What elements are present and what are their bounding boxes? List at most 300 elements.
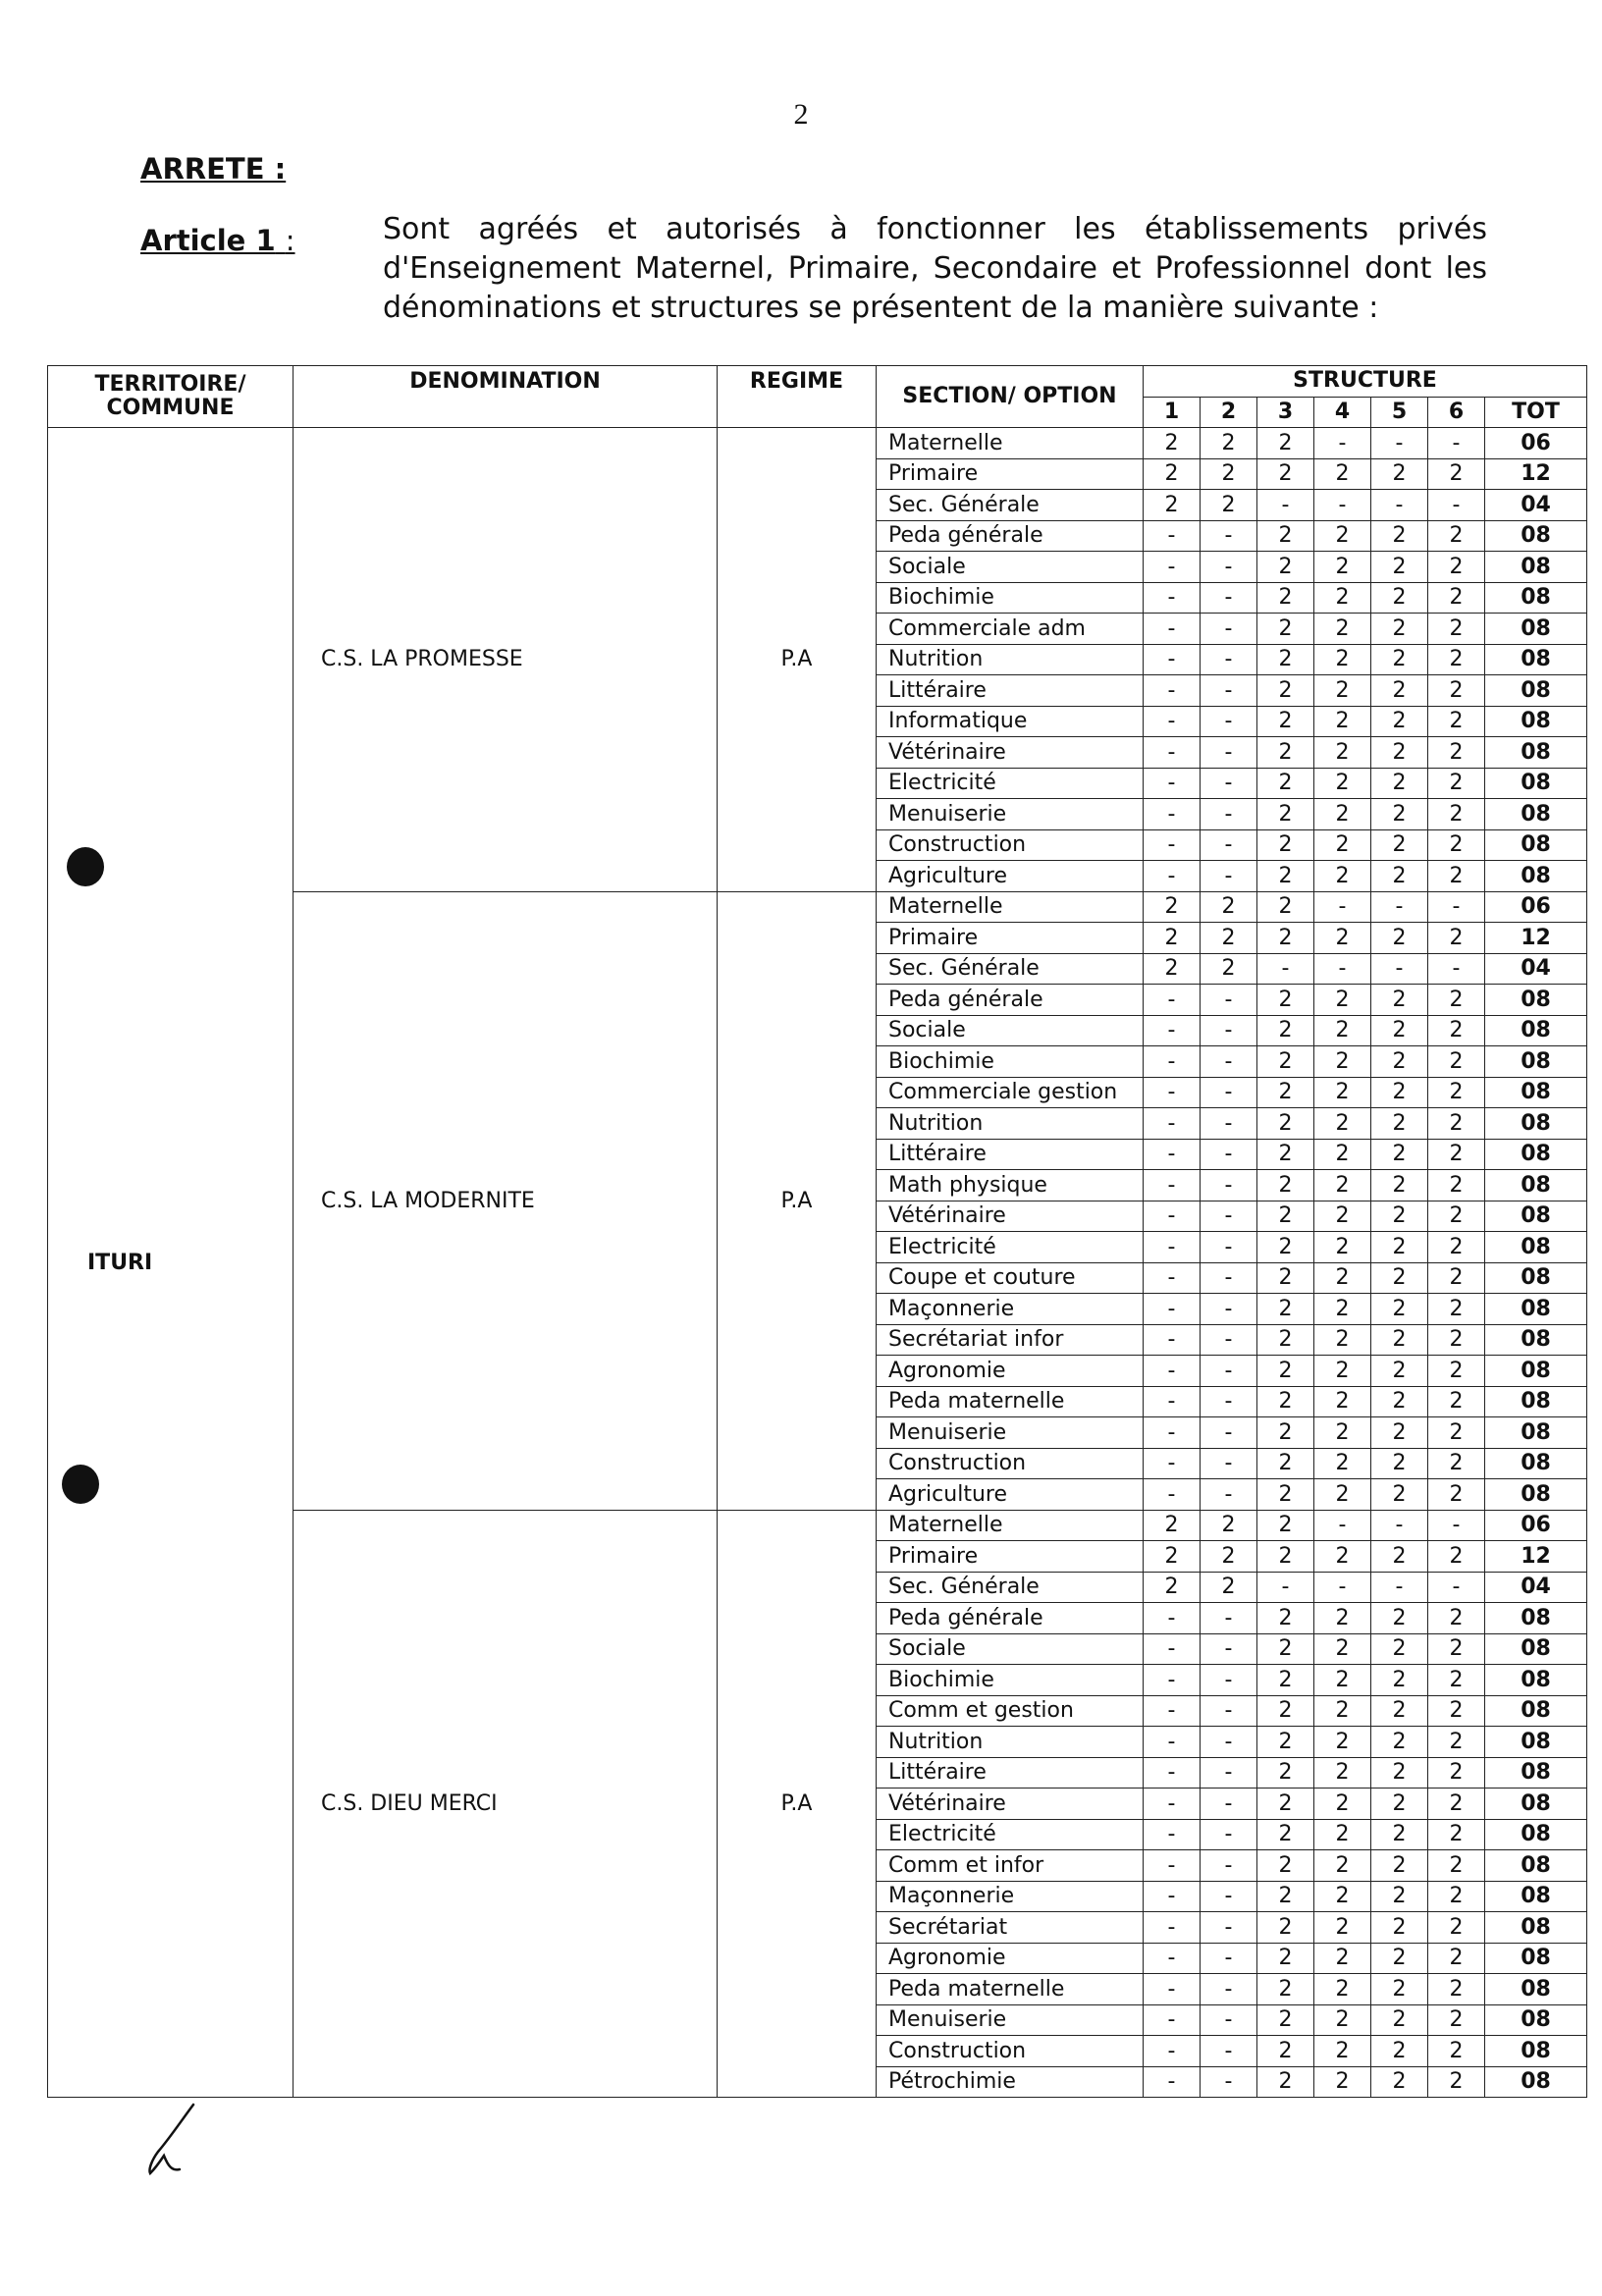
year-3-cell: 2 <box>1257 520 1314 552</box>
year-4-cell: - <box>1314 1572 1371 1603</box>
year-5-cell: 2 <box>1371 1819 1428 1850</box>
year-5-cell: 2 <box>1371 1757 1428 1789</box>
year-1-cell: - <box>1144 2066 1201 2098</box>
header-section: SECTION/ OPTION <box>877 366 1144 428</box>
tot-cell: 08 <box>1485 614 1587 645</box>
year-1-cell: 2 <box>1144 1572 1201 1603</box>
year-2-cell: - <box>1201 2066 1257 2098</box>
year-6-cell: 2 <box>1428 582 1485 614</box>
year-2-cell: - <box>1201 1727 1257 1758</box>
header-year-6: 6 <box>1428 397 1485 428</box>
year-2-cell: - <box>1201 1757 1257 1789</box>
year-3-cell: 2 <box>1257 582 1314 614</box>
article-label: Article 1 <box>140 224 276 257</box>
tot-cell: 08 <box>1485 1974 1587 2005</box>
year-3-cell: 2 <box>1257 1974 1314 2005</box>
year-2-cell: - <box>1201 1324 1257 1356</box>
year-2-cell: 2 <box>1201 428 1257 459</box>
year-6-cell: 2 <box>1428 1015 1485 1046</box>
option-cell: Vétérinaire <box>877 1201 1144 1232</box>
year-4-cell: 2 <box>1314 1633 1371 1665</box>
year-3-cell: 2 <box>1257 458 1314 490</box>
tot-cell: 12 <box>1485 923 1587 954</box>
year-3-cell: 2 <box>1257 923 1314 954</box>
year-5-cell: 2 <box>1371 706 1428 737</box>
option-cell: Maternelle <box>877 428 1144 459</box>
header-territoire: TERRITOIRE/ COMMUNE <box>48 366 294 428</box>
year-5-cell: 2 <box>1371 675 1428 707</box>
year-4-cell: 2 <box>1314 861 1371 892</box>
year-6-cell: 2 <box>1428 1417 1485 1449</box>
year-3-cell: 2 <box>1257 2004 1314 2036</box>
year-6-cell: 2 <box>1428 985 1485 1016</box>
year-3-cell: 2 <box>1257 1695 1314 1727</box>
year-2-cell: - <box>1201 1850 1257 1882</box>
year-2-cell: - <box>1201 706 1257 737</box>
year-6-cell: 2 <box>1428 1603 1485 1634</box>
year-1-cell: - <box>1144 1046 1201 1078</box>
year-1-cell: - <box>1144 1850 1201 1882</box>
option-cell: Pétrochimie <box>877 2066 1144 2098</box>
year-1-cell: - <box>1144 520 1201 552</box>
year-5-cell: 2 <box>1371 552 1428 583</box>
year-1-cell: - <box>1144 1232 1201 1263</box>
tot-cell: 08 <box>1485 1479 1587 1511</box>
option-cell: Nutrition <box>877 1108 1144 1140</box>
tot-cell: 08 <box>1485 1943 1587 1974</box>
year-1-cell: - <box>1144 861 1201 892</box>
school-name: C.S. LA PROMESSE <box>294 428 718 892</box>
year-2-cell: - <box>1201 614 1257 645</box>
tot-cell: 08 <box>1485 675 1587 707</box>
article-colon: : <box>285 224 295 257</box>
year-1-cell: - <box>1144 1170 1201 1201</box>
year-4-cell: 2 <box>1314 458 1371 490</box>
option-cell: Secrétariat infor <box>877 1324 1144 1356</box>
year-1-cell: - <box>1144 768 1201 799</box>
option-cell: Comm et infor <box>877 1850 1144 1882</box>
year-2-cell: - <box>1201 520 1257 552</box>
tot-cell: 08 <box>1485 520 1587 552</box>
year-6-cell: 2 <box>1428 1850 1485 1882</box>
year-2-cell: - <box>1201 861 1257 892</box>
year-1-cell: - <box>1144 675 1201 707</box>
territoire-cell: ITURI <box>48 428 294 2098</box>
year-6-cell: - <box>1428 428 1485 459</box>
year-6-cell: 2 <box>1428 737 1485 769</box>
year-3-cell: 2 <box>1257 829 1314 861</box>
year-1-cell: - <box>1144 1757 1201 1789</box>
year-1-cell: - <box>1144 644 1201 675</box>
year-4-cell: 2 <box>1314 1541 1371 1573</box>
year-2-cell: - <box>1201 1077 1257 1108</box>
year-3-cell: 2 <box>1257 1912 1314 1944</box>
year-5-cell: 2 <box>1371 1386 1428 1417</box>
year-4-cell: 2 <box>1314 614 1371 645</box>
option-cell: Agriculture <box>877 1479 1144 1511</box>
header-tot: TOT <box>1485 397 1587 428</box>
year-6-cell: 2 <box>1428 768 1485 799</box>
year-6-cell: 2 <box>1428 1912 1485 1944</box>
year-1-cell: - <box>1144 1139 1201 1170</box>
year-4-cell: - <box>1314 428 1371 459</box>
year-3-cell: 2 <box>1257 1139 1314 1170</box>
year-2-cell: 2 <box>1201 490 1257 521</box>
year-1-cell: - <box>1144 1108 1201 1140</box>
year-6-cell: - <box>1428 1510 1485 1541</box>
option-cell: Comm et gestion <box>877 1695 1144 1727</box>
year-4-cell: 2 <box>1314 1170 1371 1201</box>
option-cell: Peda maternelle <box>877 1386 1144 1417</box>
year-5-cell: 2 <box>1371 1695 1428 1727</box>
tot-cell: 08 <box>1485 582 1587 614</box>
tot-cell: 08 <box>1485 1850 1587 1882</box>
tot-cell: 08 <box>1485 799 1587 830</box>
option-cell: Electricité <box>877 768 1144 799</box>
year-4-cell: 2 <box>1314 799 1371 830</box>
option-cell: Agronomie <box>877 1356 1144 1387</box>
year-6-cell: 2 <box>1428 1324 1485 1356</box>
year-2-cell: - <box>1201 985 1257 1016</box>
year-3-cell: 2 <box>1257 675 1314 707</box>
header-year-1: 1 <box>1144 397 1201 428</box>
year-3-cell: 2 <box>1257 552 1314 583</box>
year-1-cell: - <box>1144 706 1201 737</box>
option-cell: Sociale <box>877 1015 1144 1046</box>
year-4-cell: 2 <box>1314 644 1371 675</box>
year-5-cell: 2 <box>1371 1633 1428 1665</box>
tot-cell: 08 <box>1485 1757 1587 1789</box>
year-3-cell: 2 <box>1257 706 1314 737</box>
option-cell: Maçonnerie <box>877 1294 1144 1325</box>
year-1-cell: - <box>1144 1386 1201 1417</box>
option-cell: Maternelle <box>877 891 1144 923</box>
year-1-cell: - <box>1144 1262 1201 1294</box>
year-4-cell: - <box>1314 1510 1371 1541</box>
tot-cell: 08 <box>1485 1386 1587 1417</box>
year-4-cell: 2 <box>1314 675 1371 707</box>
header-year-4: 4 <box>1314 397 1371 428</box>
year-4-cell: 2 <box>1314 1912 1371 1944</box>
year-6-cell: - <box>1428 953 1485 985</box>
year-5-cell: 2 <box>1371 1201 1428 1232</box>
year-5-cell: 2 <box>1371 582 1428 614</box>
year-4-cell: 2 <box>1314 582 1371 614</box>
tot-cell: 08 <box>1485 1139 1587 1170</box>
year-5-cell: - <box>1371 490 1428 521</box>
year-5-cell: 2 <box>1371 1262 1428 1294</box>
year-3-cell: 2 <box>1257 861 1314 892</box>
tot-cell: 08 <box>1485 1324 1587 1356</box>
year-3-cell: 2 <box>1257 1789 1314 1820</box>
year-4-cell: 2 <box>1314 520 1371 552</box>
year-2-cell: - <box>1201 1943 1257 1974</box>
option-cell: Biochimie <box>877 582 1144 614</box>
header-denomination: DENOMINATION <box>294 366 718 428</box>
tot-cell: 08 <box>1485 552 1587 583</box>
year-5-cell: 2 <box>1371 1665 1428 1696</box>
year-6-cell: 2 <box>1428 1633 1485 1665</box>
tot-cell: 08 <box>1485 829 1587 861</box>
year-6-cell: 2 <box>1428 1201 1485 1232</box>
year-5-cell: 2 <box>1371 520 1428 552</box>
year-1-cell: 2 <box>1144 1541 1201 1573</box>
year-2-cell: 2 <box>1201 1510 1257 1541</box>
year-1-cell: - <box>1144 1015 1201 1046</box>
option-cell: Peda générale <box>877 1603 1144 1634</box>
year-4-cell: - <box>1314 953 1371 985</box>
year-5-cell: 2 <box>1371 861 1428 892</box>
tot-cell: 08 <box>1485 985 1587 1016</box>
year-1-cell: - <box>1144 985 1201 1016</box>
year-3-cell: 2 <box>1257 1757 1314 1789</box>
year-2-cell: - <box>1201 2036 1257 2067</box>
year-1-cell: - <box>1144 1789 1201 1820</box>
year-1-cell: 2 <box>1144 458 1201 490</box>
year-2-cell: - <box>1201 1974 1257 2005</box>
punch-hole-bottom <box>62 1465 99 1504</box>
year-2-cell: - <box>1201 1294 1257 1325</box>
table-body <box>48 428 1587 2098</box>
year-5-cell: 2 <box>1371 1974 1428 2005</box>
year-1-cell: - <box>1144 1448 1201 1479</box>
year-2-cell: - <box>1201 1881 1257 1912</box>
year-1-cell: 2 <box>1144 490 1201 521</box>
year-2-cell: 2 <box>1201 891 1257 923</box>
year-1-cell: 2 <box>1144 923 1201 954</box>
year-4-cell: 2 <box>1314 706 1371 737</box>
year-6-cell: 2 <box>1428 2036 1485 2067</box>
year-5-cell: 2 <box>1371 768 1428 799</box>
year-4-cell: - <box>1314 891 1371 923</box>
year-3-cell: 2 <box>1257 985 1314 1016</box>
year-1-cell: 2 <box>1144 428 1201 459</box>
year-5-cell: 2 <box>1371 1448 1428 1479</box>
year-4-cell: - <box>1314 490 1371 521</box>
year-5-cell: 2 <box>1371 1232 1428 1263</box>
year-2-cell: - <box>1201 1015 1257 1046</box>
option-cell: Informatique <box>877 706 1144 737</box>
year-4-cell: 2 <box>1314 829 1371 861</box>
header-year-5: 5 <box>1371 397 1428 428</box>
year-2-cell: 2 <box>1201 1572 1257 1603</box>
year-5-cell: 2 <box>1371 2036 1428 2067</box>
year-3-cell: 2 <box>1257 1077 1314 1108</box>
year-5-cell: 2 <box>1371 1294 1428 1325</box>
year-6-cell: 2 <box>1428 1943 1485 1974</box>
year-3-cell: 2 <box>1257 1324 1314 1356</box>
year-5-cell: 2 <box>1371 1789 1428 1820</box>
year-4-cell: 2 <box>1314 1943 1371 1974</box>
option-cell: Vétérinaire <box>877 1789 1144 1820</box>
year-1-cell: - <box>1144 1695 1201 1727</box>
year-6-cell: 2 <box>1428 1262 1485 1294</box>
year-2-cell: - <box>1201 1046 1257 1078</box>
year-2-cell: - <box>1201 1448 1257 1479</box>
year-5-cell: 2 <box>1371 1170 1428 1201</box>
year-3-cell: 2 <box>1257 1015 1314 1046</box>
year-4-cell: 2 <box>1314 1324 1371 1356</box>
year-5-cell: - <box>1371 953 1428 985</box>
year-3-cell: 2 <box>1257 891 1314 923</box>
option-cell: Primaire <box>877 458 1144 490</box>
year-3-cell: 2 <box>1257 1201 1314 1232</box>
year-5-cell: 2 <box>1371 923 1428 954</box>
school-name: C.S. DIEU MERCI <box>294 1510 718 2098</box>
header-regime: REGIME <box>718 366 877 428</box>
year-6-cell: 2 <box>1428 1974 1485 2005</box>
year-1-cell: - <box>1144 1665 1201 1696</box>
year-1-cell: - <box>1144 1077 1201 1108</box>
tot-cell: 06 <box>1485 891 1587 923</box>
year-1-cell: - <box>1144 582 1201 614</box>
table-row <box>48 428 1587 459</box>
option-cell: Agriculture <box>877 861 1144 892</box>
year-6-cell: 2 <box>1428 2004 1485 2036</box>
year-2-cell: - <box>1201 737 1257 769</box>
year-1-cell: - <box>1144 1356 1201 1387</box>
year-3-cell: 2 <box>1257 428 1314 459</box>
year-5-cell: 2 <box>1371 1912 1428 1944</box>
tot-cell: 08 <box>1485 1232 1587 1263</box>
year-5-cell: 2 <box>1371 1139 1428 1170</box>
year-4-cell: 2 <box>1314 1881 1371 1912</box>
punch-hole-top <box>67 847 104 886</box>
year-4-cell: 2 <box>1314 2004 1371 2036</box>
year-1-cell: - <box>1144 1603 1201 1634</box>
year-3-cell: 2 <box>1257 1417 1314 1449</box>
year-6-cell: 2 <box>1428 1695 1485 1727</box>
year-1-cell: - <box>1144 737 1201 769</box>
year-2-cell: - <box>1201 582 1257 614</box>
option-cell: Agronomie <box>877 1943 1144 1974</box>
schools-table <box>47 365 1587 2098</box>
option-cell: Primaire <box>877 923 1144 954</box>
year-5-cell: 2 <box>1371 1015 1428 1046</box>
year-6-cell: - <box>1428 490 1485 521</box>
tot-cell: 08 <box>1485 1633 1587 1665</box>
option-cell: Peda générale <box>877 520 1144 552</box>
year-1-cell: - <box>1144 829 1201 861</box>
year-4-cell: 2 <box>1314 1108 1371 1140</box>
year-6-cell: 2 <box>1428 458 1485 490</box>
tot-cell: 08 <box>1485 1015 1587 1046</box>
option-cell: Littéraire <box>877 1757 1144 1789</box>
year-6-cell: 2 <box>1428 1479 1485 1511</box>
tot-cell: 08 <box>1485 1448 1587 1479</box>
tot-cell: 08 <box>1485 1294 1587 1325</box>
year-6-cell: 2 <box>1428 1819 1485 1850</box>
year-3-cell: 2 <box>1257 644 1314 675</box>
signature-mark <box>142 2101 201 2179</box>
year-1-cell: - <box>1144 1943 1201 1974</box>
year-3-cell: - <box>1257 953 1314 985</box>
year-2-cell: - <box>1201 1633 1257 1665</box>
option-cell: Littéraire <box>877 1139 1144 1170</box>
option-cell: Construction <box>877 829 1144 861</box>
year-5-cell: 2 <box>1371 1943 1428 1974</box>
year-2-cell: - <box>1201 1789 1257 1820</box>
year-6-cell: 2 <box>1428 1665 1485 1696</box>
year-6-cell: 2 <box>1428 1881 1485 1912</box>
option-cell: Sec. Générale <box>877 1572 1144 1603</box>
year-1-cell: 2 <box>1144 1510 1201 1541</box>
year-3-cell: 2 <box>1257 614 1314 645</box>
year-4-cell: 2 <box>1314 1448 1371 1479</box>
school-name: C.S. LA MODERNITE <box>294 891 718 1510</box>
year-2-cell: - <box>1201 1139 1257 1170</box>
tot-cell: 08 <box>1485 861 1587 892</box>
year-1-cell: - <box>1144 799 1201 830</box>
year-6-cell: 2 <box>1428 829 1485 861</box>
year-3-cell: 2 <box>1257 1850 1314 1882</box>
year-2-cell: - <box>1201 799 1257 830</box>
tot-cell: 08 <box>1485 1665 1587 1696</box>
year-3-cell: 2 <box>1257 1881 1314 1912</box>
year-3-cell: 2 <box>1257 1108 1314 1140</box>
school-regime: P.A <box>718 891 877 1510</box>
page-number: 2 <box>793 98 809 131</box>
year-5-cell: 2 <box>1371 1324 1428 1356</box>
year-4-cell: 2 <box>1314 1294 1371 1325</box>
option-cell: Commerciale adm <box>877 614 1144 645</box>
year-5-cell: 2 <box>1371 829 1428 861</box>
year-2-cell: - <box>1201 1479 1257 1511</box>
year-2-cell: - <box>1201 1417 1257 1449</box>
year-5-cell: 2 <box>1371 1603 1428 1634</box>
year-4-cell: 2 <box>1314 1417 1371 1449</box>
option-cell: Secrétariat <box>877 1912 1144 1944</box>
header-year-3: 3 <box>1257 397 1314 428</box>
option-cell: Sociale <box>877 552 1144 583</box>
year-4-cell: 2 <box>1314 1139 1371 1170</box>
option-cell: Sec. Générale <box>877 953 1144 985</box>
year-3-cell: 2 <box>1257 1170 1314 1201</box>
year-5-cell: 2 <box>1371 2004 1428 2036</box>
year-3-cell: 2 <box>1257 1294 1314 1325</box>
year-4-cell: 2 <box>1314 1789 1371 1820</box>
tot-cell: 08 <box>1485 1727 1587 1758</box>
year-5-cell: 2 <box>1371 1479 1428 1511</box>
tot-cell: 08 <box>1485 1046 1587 1078</box>
year-3-cell: 2 <box>1257 799 1314 830</box>
year-5-cell: 2 <box>1371 2066 1428 2098</box>
option-cell: Menuiserie <box>877 2004 1144 2036</box>
year-1-cell: - <box>1144 552 1201 583</box>
year-4-cell: 2 <box>1314 1356 1371 1387</box>
year-2-cell: 2 <box>1201 458 1257 490</box>
school-regime: P.A <box>718 1510 877 2098</box>
year-2-cell: - <box>1201 1356 1257 1387</box>
tot-cell: 08 <box>1485 644 1587 675</box>
year-5-cell: 2 <box>1371 644 1428 675</box>
article-heading <box>140 224 295 257</box>
year-4-cell: 2 <box>1314 1479 1371 1511</box>
option-cell: Nutrition <box>877 644 1144 675</box>
year-1-cell: - <box>1144 1633 1201 1665</box>
year-4-cell: 2 <box>1314 2066 1371 2098</box>
tot-cell: 08 <box>1485 1417 1587 1449</box>
year-3-cell: 2 <box>1257 1603 1314 1634</box>
year-3-cell: 2 <box>1257 737 1314 769</box>
year-4-cell: 2 <box>1314 1201 1371 1232</box>
year-6-cell: 2 <box>1428 1108 1485 1140</box>
article-text: Sont agréés et autorisés à fonctionner les établissements privés d'Enseignement Maternel, Primaire, Secondaire et Professionnel dont les dénominations et structures se présentent de la manière suivante : <box>383 212 1487 325</box>
option-cell: Math physique <box>877 1170 1144 1201</box>
year-4-cell: 2 <box>1314 1077 1371 1108</box>
year-2-cell: - <box>1201 1386 1257 1417</box>
year-5-cell: 2 <box>1371 737 1428 769</box>
